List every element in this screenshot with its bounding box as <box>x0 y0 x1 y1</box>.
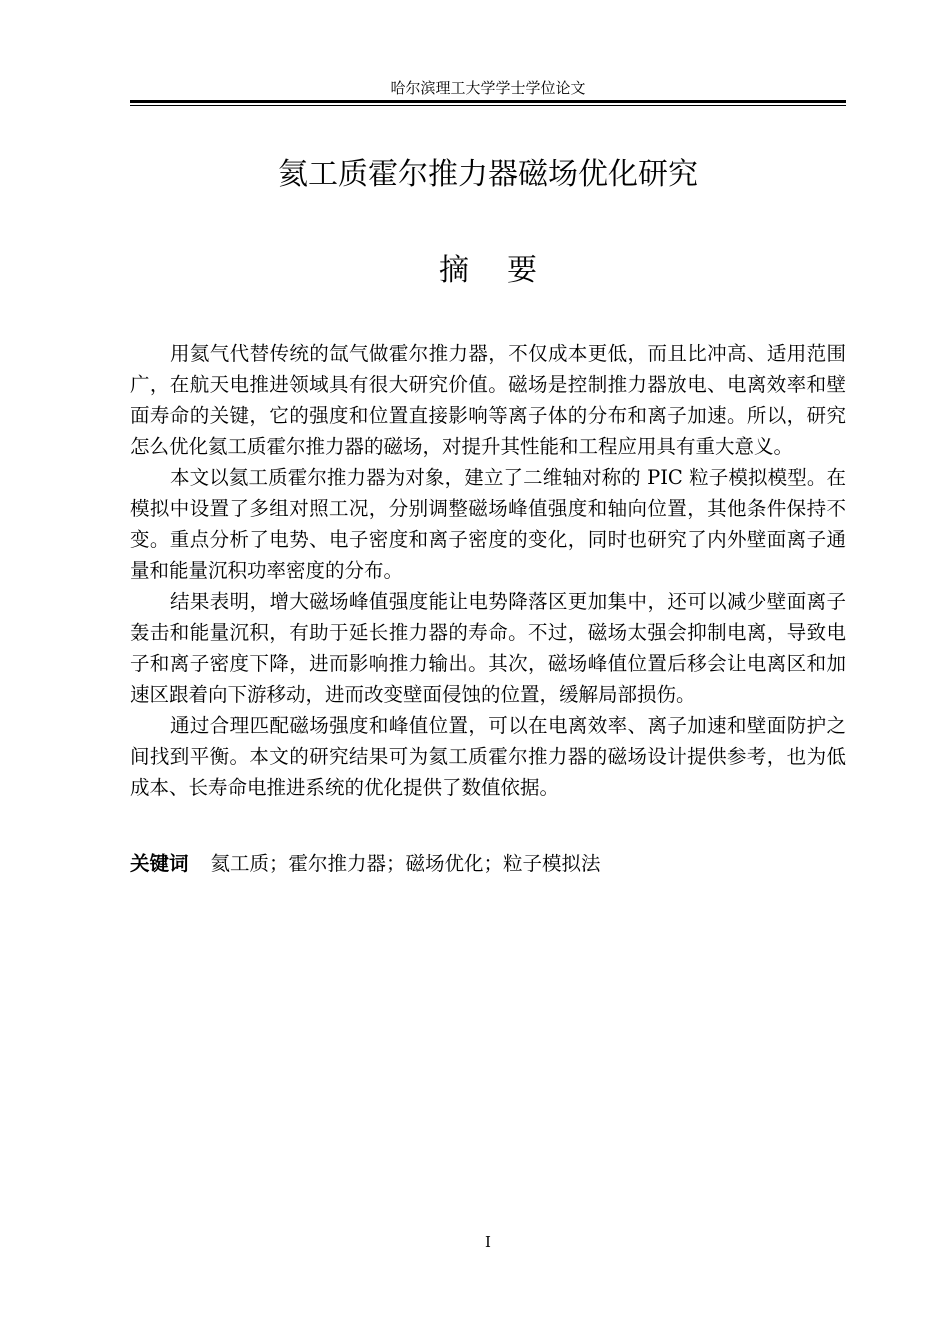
abstract-heading: 摘要 <box>439 253 575 288</box>
page-number: I <box>485 1233 491 1251</box>
running-header: 哈尔滨理工大学学士学位论文 <box>390 79 586 97</box>
abstract-paragraph: 结果表明，增大磁场峰值强度能让电势降落区更加集中，还可以减少壁面离子轰击和能量沉积，有助于延长推力器的寿命。不过，磁场太强会抑制电离，导致电子和离子密度下降，进而影响推力输出。其次，磁场峰值位置后移会让电离区和加速区跟着向下游移动，进而改变壁面侵蚀的位置，缓解局部损伤。 <box>130 590 846 706</box>
keywords-text: 氦工质；霍尔推力器；磁场优化；粒子模拟法 <box>210 852 601 875</box>
header-rule-thick <box>130 100 846 103</box>
abstract-paragraph: 本文以氦工质霍尔推力器为对象，建立了二维轴对称的 PIC 粒子模拟模型。在模拟中设置了多组对照工况，分别调整磁场峰值强度和轴向位置，其他条件保持不变。重点分析了电势、电子密度和离子密度的变化，同时也研究了内外壁面离子通量和能量沉积功率密度的分布。 <box>130 466 846 582</box>
abstract-paragraph: 用氦气代替传统的氙气做霍尔推力器，不仅成本更低，而且比冲高、适用范围广，在航天电推进领域具有很大研究价值。磁场是控制推力器放电、电离效率和壁面寿命的关键，它的强度和位置直接影响等离子体的分布和离子加速。所以，研究怎么优化氦工质霍尔推力器的磁场，对提升其性能和工程应用具有重大意义。 <box>130 342 846 458</box>
paper-title: 氦工质霍尔推力器磁场优化研究 <box>278 157 698 192</box>
keywords <box>130 848 846 879</box>
keywords-label: 关键词 <box>130 852 189 875</box>
abstract-paragraph: 通过合理匹配磁场强度和峰值位置，可以在电离效率、离子加速和壁面防护之间找到平衡。本文的研究结果可为氦工质霍尔推力器的磁场设计提供参考，也为低成本、长寿命电推进系统的优化提供了数值依据。 <box>130 714 846 799</box>
header-rule-thin <box>130 105 846 106</box>
abstract-body <box>130 338 846 803</box>
